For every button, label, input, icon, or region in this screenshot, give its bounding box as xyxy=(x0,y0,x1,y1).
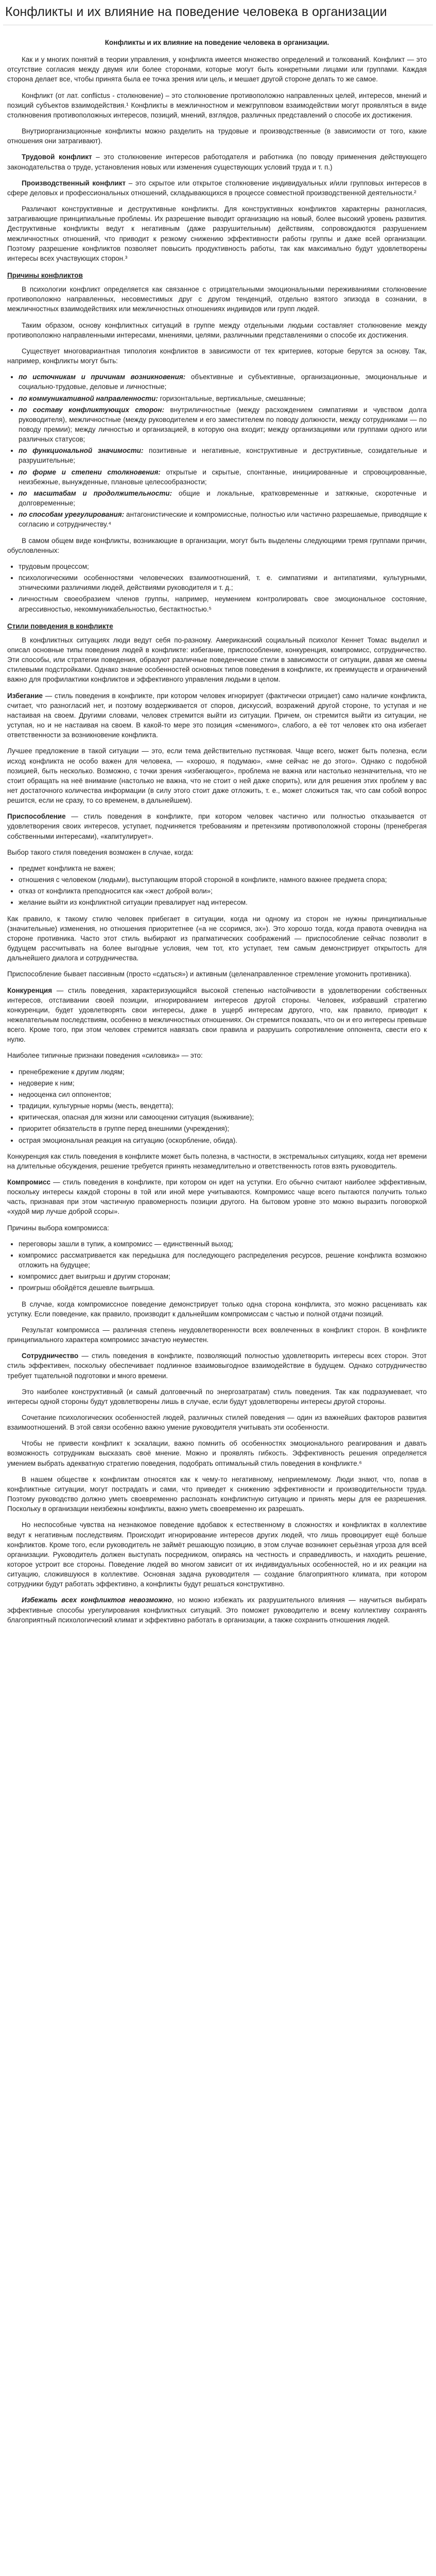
article-heading: Конфликты и их влияние на поведение человека в организации. xyxy=(104,39,329,46)
style-text: — стиль поведения в конфликте, при котором человек частично или полностью отказывается от удовлетворения своих интересов, уступает, подчиняется требованиям и претензиям противоположной стороны (пренебрегая собственными интересами), «капитулирует». xyxy=(7,812,427,840)
cooperation-paragraph xyxy=(7,1351,427,1380)
list-item-term: по составу конфликтующих сторон: xyxy=(19,405,165,414)
typology-list xyxy=(7,372,427,529)
choice-item: • предмет конфликта не важен; xyxy=(19,863,427,873)
style-term: Сотрудничество xyxy=(22,1352,79,1360)
list-item-text: общие и локальные, кратковременные и затяжные, скоротечные и долговременные; xyxy=(19,489,427,507)
list-item-text: горизонтальные, вертикальные, смешанные; xyxy=(158,394,306,402)
kinds-list xyxy=(7,562,427,614)
competition-item: • недооценка сил оппонентов; xyxy=(19,1090,427,1099)
definition-labor-conflict xyxy=(7,152,427,172)
definition-term: Трудовой конфликт xyxy=(22,153,92,161)
style-term: Конкуренция xyxy=(7,986,53,994)
typology-item xyxy=(19,446,427,465)
choice-item: • отношения с человеком (людьми), выступающим второй стороной в конфликте, намного важнее предмета спора; xyxy=(19,875,427,885)
competition-item: • пренебрежение к другим людям; xyxy=(19,1067,427,1077)
style-term: Компромисс xyxy=(7,1178,51,1186)
compromise-end-2: Результат компромисса — различная степень неудовлетворенности всех вовлеченных в конфликт сторон. В конфликте принципиального характера компромисс зачастую неуместен. xyxy=(7,1326,427,1344)
compromise-end: В случае, когда компромиссное поведение демонстрирует только одна сторона конфликта, это можно расценивать как уступку. Если поведение, как правило, производит к дальнейшим компромиссам с частью и полной отдачи позиций. xyxy=(7,1300,427,1318)
adaptation-more: Как правило, к такому стилю человек прибегает в ситуации, когда ни одному из сторон не нужны принципиальные (значительные) изменения, но отношения приоритетнее («а не ссоримся, эх»). Это хорошо тогда, когда правота очевидна на стороне противника. Часто этот стиль выбирают из прагматических соображений — приспособление сейчас позволит в будущем рассчитывать на более выгодные условия, чем тот, кто уступает, тем самым демонстрирует открытость для дальнейшего диалога и сотрудничества. xyxy=(7,914,427,962)
choice-item: • отказ от конфликта преподносится как «жест доброй воли»; xyxy=(19,886,427,896)
list-item-text: объективные и субъективные, организационные, эмоциональные и социально-трудовые, деловые и личностные; xyxy=(19,373,427,391)
list-item-term: по форме и степени столкновения: xyxy=(19,468,161,476)
typology-item xyxy=(19,488,427,508)
competition-more: Наиболее типичные признаки поведения «силовика» — это: xyxy=(7,1052,203,1060)
compromise-item: • переговоры зашли в тупик, а компромисс — единственный выход; xyxy=(19,1239,427,1249)
choice-item: • желание выйти из конфликтной ситуации превалирует над интересом. xyxy=(19,897,427,907)
avoidance-paragraph xyxy=(7,691,427,740)
kinds-item: • психологическими особенностями человеческих взаимоотношений, т. е. симпатиями и антипатиями, культурными, этническими различиями людей, действиями руководителя и т. д.; xyxy=(19,573,427,592)
kinds-paragraph: В самом общем виде конфликты, возникающие в организации, могут быть выделены следующими тремя группами причин, обусловленных: xyxy=(7,536,427,554)
compromise-paragraph xyxy=(7,1177,427,1217)
typology-paragraph: Существует многовариантная типология конфликтов в зависимости от тех критериев, которые берутся за основу. Так, например, конфликты могут быть: xyxy=(7,347,427,365)
typology-item xyxy=(19,405,427,445)
list-item-text: открытые и скрытые, спонтанные, инициированные и спровоцированные, неизбежные, вынужденные, плановые целесообразности; xyxy=(19,468,427,486)
intro-paragraph-2: Конфликт (от лат. conflictus - столкновение) – это столкновение противоположно направленных целей, интересов, мнений и позиций субъектов взаимодействия.¹ Конфликты в межличностном и межгрупповом взаимодействии могут проявляться в виде столкновения противоположных интересов, позиций, мнений, взглядов, различных представлений о способе их достижения. xyxy=(7,91,427,119)
style-text: — стиль поведения, характеризующийся высокой степенью настойчивости в удовлетворении собственных интересов, отстаивании своей позиции, игнорированием интересов другой стороны. Человек, избравший стратегию конкуренции, будет удовлетворять свои интересы, даже в ущерб интересам другого, что, как правило, приводит к нежелательным последствиям, особенно в межличностных отношениях. Он стремится показать, что он и его интересы превыше всего. Кроме того, при этом человек стремится навязать свои правила и разрушить сопротивление оппонента, свести его к нулю. xyxy=(7,986,427,1044)
closing-paragraph-1: В нашем обществе к конфликтам относятся как к чему-то негативному, неприемлемому. Люди знают, что, попав в конфликтные ситуации, могут пострадать и сами, что приведет к снижению эффективности и производительности труда. Поэтому руководство должно уметь своевременно распознать конфликтную ситуацию и принять меры для ее разрешения. Поскольку в организации неизбежны конфликты, важно уметь своевременно их разрешать. xyxy=(7,1475,427,1513)
list-item-text: внутриличностные (между расхождением симпатиями и чувством долга руководителя), межличностные (между руководителем и его заместителем по поводу должности, между сотрудниками — по поводу премии); между личностью и организацией, в которую она входит; между организациями или группами одного или различных статусов; xyxy=(19,405,427,444)
closing-text: , но можно избежать их разрушительного влияния — научиться выбирать эффективные способы урегулирования конфликтных ситуаций. Это поможет руководителю и всему коллективу сохранять благоприятный психологический климат и эффективно работать в организации, а также сохранить отношения людей. xyxy=(7,1596,427,1624)
list-item-term: по способам урегулирования: xyxy=(19,511,125,519)
style-text: — стиль поведения в конфликте, при котором он идет на уступки. Его обычно считают наиболее эффективным, поскольку интересы каждой стороны в той или иной мере учитываются. Компромисс чаще всего пытаются получить только часть, признавая при этом частичную правомерность позиции другого. На бытовом уровне это можно выразить поговоркой «худой мир лучше доброй ссоры». xyxy=(7,1178,427,1216)
list-item-text: позитивные и негативные, конструктивные и деструктивные, созидательные и разрушительные; xyxy=(19,447,427,465)
competition-item: • приоритет обязательств в группе перед внешними (учреждения); xyxy=(19,1124,427,1133)
list-item-term: по источникам и причинам возникновения: xyxy=(19,373,186,381)
competition-item: • критическая, опасная для жизни или самооценки ситуация (выживание); xyxy=(19,1112,427,1122)
kinds-item: • личностным своеобразием членов группы, например, неумением контролировать свое эмоциональное состояние, агрессивностью, некоммуникабельностью, бестактностью.⁵ xyxy=(19,594,427,614)
definition-text: – это столкновение интересов работодателя и работника (по поводу применения действующего законодательства о труде, установления новых или изменения существующих условий труда и т. п.) xyxy=(7,153,427,171)
closing-term: Избежать всех конфликтов невозможно xyxy=(22,1596,172,1604)
style-text: — стиль поведения в конфликте, при котором человек игнорирует (фактически отрицает) само наличие конфликта, считает, что разногласий нет, и поэтому воздерживается от споров, дискуссий, возражений другой стороне, то уступая и не настаивая на своем. Другими словами, человек стремится выйти из ситуации. Причем, он стремится выйти из ситуации, не уступая, но и не настаивая на своем. В какой-то мере это позиция «сменимого», слабого, а её тот человек кто она избегает ответственности за возникновение конфликта. xyxy=(7,691,427,739)
competition-item: • недоверие к ним; xyxy=(19,1078,427,1088)
style-term: Избегание xyxy=(7,691,43,700)
causes-paragraph-1: В психологии конфликт определяется как связанное с отрицательными эмоциональными переживаниями столкновение противоположно направленных, несовместимых друг с другом тенденций, отдельно взятого эпизода в сознании, в межличностных взаимодействиях или межличностных отношениях индивидов или групп людей. xyxy=(7,285,427,313)
style-text: — стиль поведения в конфликте, позволяющий полностью удовлетворить интересы всех сторон. Этот стиль эффективен, поскольку обеспечивает подлинное взаимовыгодное взаимодействие в будущем. Однако сотрудничество требует тщательной подготовки и много времени. xyxy=(7,1352,427,1380)
competition-list xyxy=(7,1067,427,1145)
article xyxy=(3,25,433,1625)
definition-term: Производственный конфликт xyxy=(22,179,126,187)
compromise-item: • компромисс дает выигрыш и другим сторонам; xyxy=(19,1272,427,1281)
conflict-types-paragraph: Различают конструктивные и деструктивные конфликты. Для конструктивных конфликтов характерны разногласия, затрагивающие принципиальные проблемы. Их разрешение выводит организацию на новый, более высокий уровень развития. Деструктивные конфликты ведут к негативным (даже разрушительным) действиям, сопровождаются разрушением межличностных отношений, что приводит к резкому снижению эффективности работы группы и даже всей организации. Поэтому разрешение конфликтов позволяет повысить продуктивность работы, так как максимально будут удовлетворены интересы всех участвующих сторон.³ xyxy=(7,205,427,262)
list-item-term: по коммуникативной направленности: xyxy=(19,394,158,402)
definition-production-conflict xyxy=(7,178,427,198)
cooperation-more-2: Сочетание психологических особенностей людей, различных стилей поведения — один из важнейших факторов развития взаимоотношений. В этой связи особенно важно умение руководителя учитывать эти особенности. xyxy=(7,1413,427,1432)
cooperation-more: Это наиболее конструктивный (и самый долговечный по энергозатратам) стиль поведения. Так как подразумевает, что интересы одной стороны будут удовлетворены лишь в случае, если будут удовлетворены интересы другой стороны. xyxy=(7,1387,427,1405)
intro-paragraph-3: Внутриорганизационные конфликты можно разделить на трудовые и производственные (в зависимости от того, какие отношения они затрагивают). xyxy=(7,127,427,145)
choice-paragraph: Выбор такого стиля поведения возможен в случае, когда: xyxy=(7,848,194,856)
styles-heading: Стили поведения в конфликте xyxy=(7,622,113,630)
list-item-term: по масштабам и продолжительности: xyxy=(19,489,172,497)
compromise-list xyxy=(7,1239,427,1293)
avoidance-paragraph-2: Лучшее предложение в такой ситуации — это, если тема действительно пустяковая. Чаще всего, может быть полезна, если исход конфликта не особо важен для человека, — «хорошо, я подумаю», «мне сейчас не до этого». Однако с подобной позицией, быть несколько. Возможно, с точки зрения «избегающего», проблема не важна или настолько незначительна, что не стоит обращать на неё внимание (настолько не важна, что не стоит о ней даже спорить), или для решения этих проблем у вас нет достаточного количества информации (в силу этого стоит даже отложить, т. е., может сложиться так, что сам собой вопрос решится, если не сразу, то со временем, в дальнейшем). xyxy=(7,747,427,805)
closing-paragraph-2: Но неспособные чувства на незнакомое поведение вдобавок к естественному в сложностях и конфликтах в коллективе ведут к негативным последствиям. Происходит игнорирование интересов других людей, что лишь провоцирует ещё больше конфликтов. Кроме того, если руководитель не займёт решающую позицию, в этом случае возникнет серьёзная угроза для всей организации. Руководитель должен выступать посредником, опираясь на честность и справедливость, и находить решение, которое устроит все стороны. Поведение людей во многом зависит от их индивидуальных особенностей, но и их реакции на ситуацию, сложившуюся в коллективе. Основная задача руководителя — создание благоприятного климата, при котором сотрудники будут работать эффективно, а конфликты будут решаться конструктивно. xyxy=(7,1521,427,1588)
competition-item: • традиции, культурные нормы (месть, вендетта); xyxy=(19,1101,427,1111)
compromise-item: • компромисс рассматривается как передышка для последующего распределения ресурсов, решение конфликта возможно отложить на будущее; xyxy=(19,1250,427,1270)
competition-note: Конкуренция как стиль поведения в конфликте может быть полезна, в частности, в экстремальных ситуациях, когда нет времени на длительные обсуждения, решение требуется принять незамедлительно и ответственность готов взять руководитель. xyxy=(7,1152,427,1170)
compromise-reasons: Причины выбора компромисса: xyxy=(7,1224,109,1232)
closing-paragraph-3 xyxy=(7,1595,427,1624)
list-item-text: антагонистические и компромиссные, полностью или частично разрешаемые, приводящие к согласию и сотрудничеству.⁴ xyxy=(19,511,427,529)
intro-paragraph-1: Как и у многих понятий в теории управления, у конфликта имеется множество определений и толкований. Конфликт — это отсутствие согласия между двумя или более сторонами, которые могут быть конкретными лицами или группами. Каждая сторона делает все, чтобы принята была ее точка зрения или цель, и мешает другой стороне делать то же самое. xyxy=(7,56,427,83)
causes-paragraph-2: Таким образом, основу конфликтных ситуаций в группе между отдельными людьми составляет столкновение между противоположно направленными интересами, мнениями, целями, различными представлениями о способе их достижения. xyxy=(7,321,427,339)
typology-item xyxy=(19,467,427,487)
cooperation-more-3: Чтобы не привести конфликт к эскалации, важно помнить об особенностях эмоционального реагирования и давать возможность сотрудникам высказать своё мнение. Можно и проявлять гибкость. Эффективность решения определяется умением выбрать адекватную стратегию поведения, подобрать оптимальный стиль поведения в конфликте.⁶ xyxy=(7,1439,427,1467)
typology-item xyxy=(19,510,427,529)
adaptation-paragraph xyxy=(7,811,427,841)
adaptation-more-2: Приспособление бывает пассивным (просто «сдаться») и активным (целенаправленное стремление угомонить противника). xyxy=(7,970,411,978)
page-title: Конфликты и их влияние на поведение человека в организации xyxy=(3,0,433,25)
causes-heading: Причины конфликтов xyxy=(7,271,83,279)
competition-item: • острая эмоциональная реакция на ситуацию (оскорбление, обида). xyxy=(19,1136,427,1145)
definition-text: – это скрытое или открытое столкновение индивидуальных и/или групповых интересов в сфере деловых и профессиональных отношений, складывающихся в процессе совместной производственной деятельности.² xyxy=(7,179,427,197)
style-term: Приспособление xyxy=(7,812,66,821)
styles-paragraph: В конфликтных ситуациях люди ведут себя по-разному. Американский социальный психолог Кеннет Томас выделил и описал основные типы поведения людей в конфликте: избегание, приспособление, конкуренция, компромисс, сотрудничество. Эти способы, или стратегии поведения, образуют различные поведенческие стили в зависимости от ситуации, давая же смены стилевыми подстройками. Однако знание особенностей основных типов поведения в конфликте, их преимуществ и ограничений важно для профилактики конфликтов и эффективного управления людьми в целом. xyxy=(7,636,427,684)
choice-list xyxy=(7,863,427,908)
compromise-item: • проигрыш обойдётся дешевле выигрыша. xyxy=(19,1283,427,1293)
list-item-term: по функциональной значимости: xyxy=(19,447,144,455)
typology-item xyxy=(19,372,427,392)
competition-paragraph xyxy=(7,986,427,1045)
kinds-item: • трудовым процессом; xyxy=(19,562,427,571)
typology-item xyxy=(19,394,427,403)
